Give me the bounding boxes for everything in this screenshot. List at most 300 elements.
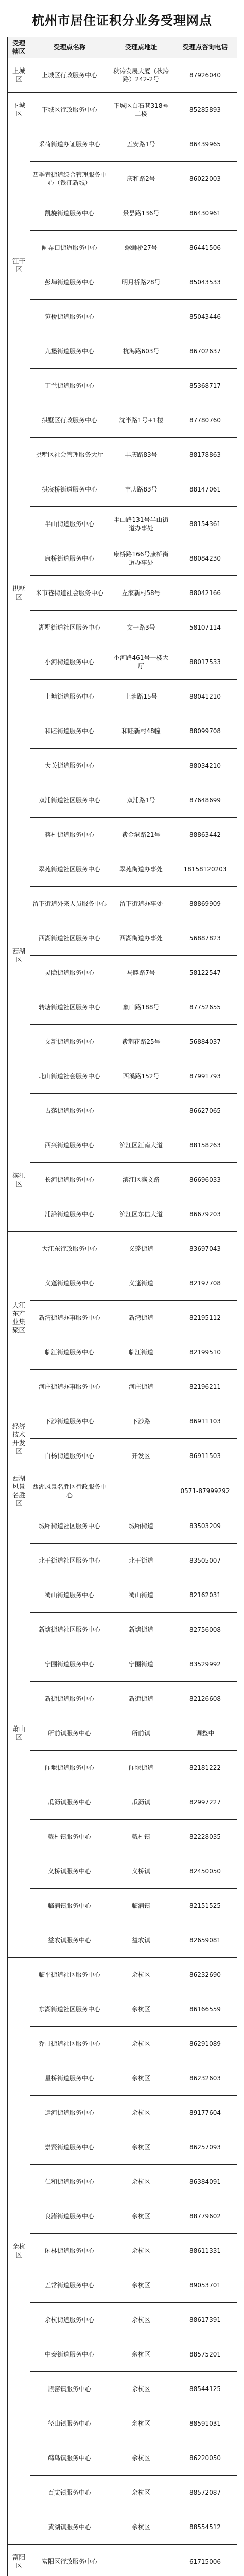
phone-cell: 82197708 (173, 1266, 237, 1301)
phone-cell: 82199510 (173, 1335, 237, 1370)
name-cell: 临平街道社区服务中心 (30, 1958, 109, 1992)
table-row (8, 1025, 237, 1059)
table-row (8, 2268, 237, 2303)
name-cell: 东湖街道社区服务中心 (30, 1992, 109, 2027)
table-row (8, 1301, 237, 1335)
address-cell: 余杭区 (109, 2096, 173, 2130)
phone-cell: 82450050 (173, 1854, 237, 1889)
phone-cell: 88575201 (173, 2337, 237, 2372)
address-cell: 小河路461号一楼大厅 (109, 645, 173, 680)
name-cell: 临江街道服务中心 (30, 1335, 109, 1370)
district-cell: 江干区 (8, 127, 30, 403)
name-cell: 宁围街道服务中心 (30, 1647, 109, 1682)
phone-cell: 82151525 (173, 1889, 237, 1923)
name-cell: 和睦街道服务中心 (30, 714, 109, 749)
address-cell: 新街街道 (109, 1682, 173, 1716)
address-cell: 上塘路15号 (109, 680, 173, 714)
table-row (8, 196, 237, 231)
table-row (8, 369, 237, 403)
phone-cell: 88617391 (173, 2303, 237, 2337)
phone-cell: 86911503 (173, 1439, 237, 1473)
table-row (8, 58, 237, 93)
table-row (8, 2199, 237, 2234)
name-cell: 运河街道服务中心 (30, 2096, 109, 2130)
address-cell: 沈半路1号+1楼 (109, 403, 173, 438)
table-row (8, 2061, 237, 2096)
address-cell: 余杭区 (109, 2337, 173, 2372)
address-cell: 余杭区 (109, 2234, 173, 2268)
address-cell: 西溪路152号 (109, 1059, 173, 1094)
name-cell: 下城区行政服务中心 (30, 93, 109, 127)
district-cell: 西湖风景名胜区 (8, 1473, 30, 1509)
phone-cell: 86232603 (173, 2061, 237, 2096)
phone-cell: 82997227 (173, 1785, 237, 1820)
address-cell: 宁围街道 (109, 1647, 173, 1682)
address-cell: 城厢街道 (109, 1509, 173, 1544)
phone-cell: 82659081 (173, 1923, 237, 1958)
address-cell: 戴村镇 (109, 1820, 173, 1854)
address-cell: 余杭区 (109, 2372, 173, 2406)
phone-cell: 87991793 (173, 1059, 237, 1094)
phone-cell: 86166559 (173, 1992, 237, 2027)
table-row (8, 818, 237, 852)
address-cell (109, 300, 173, 334)
address-cell: 义桥镇 (109, 1854, 173, 1889)
address-cell: 闻堰街道 (109, 1751, 173, 1785)
address-cell: 紫金港路21号 (109, 818, 173, 852)
phone-cell: 88084230 (173, 541, 237, 576)
name-cell: 拱墅区行政服务中心 (30, 403, 109, 438)
phone-cell: 88572087 (173, 2476, 237, 2510)
phone-cell: 82126608 (173, 1682, 237, 1716)
name-cell: 大江东行政服务中心 (30, 1232, 109, 1266)
district-cell: 大江东产业集聚区 (8, 1232, 30, 1404)
phone-cell: 18158120203 (173, 852, 237, 887)
address-cell: 余杭区 (109, 2130, 173, 2165)
address-cell: 余杭区 (109, 2165, 173, 2199)
table-row (8, 1923, 237, 1958)
name-cell: 崇贤街道服务中心 (30, 2130, 109, 2165)
phone-cell: 83505007 (173, 1544, 237, 1578)
phone-cell: 58122547 (173, 956, 237, 990)
address-cell: 左家新村58号 (109, 576, 173, 611)
address-cell: 余杭区 (109, 2406, 173, 2441)
table-row (8, 2165, 237, 2199)
name-cell: 北山街道社会服务中心 (30, 1059, 109, 1094)
name-cell: 浦沿街道服务中心 (30, 1197, 109, 1232)
table-row (8, 1751, 237, 1785)
phone-cell: 85043446 (173, 300, 237, 334)
phone-cell: 86679203 (173, 1197, 237, 1232)
name-cell: 乔司街道社区服务中心 (30, 2027, 109, 2061)
phone-cell: 86220050 (173, 2441, 237, 2476)
phone-cell: 85285893 (173, 93, 237, 127)
table-row (8, 472, 237, 507)
address-cell: 余杭区 (109, 1958, 173, 1992)
service-point-table (7, 37, 237, 2576)
name-cell: 拱墅区社会管理服务大厅 (30, 438, 109, 472)
name-cell: 西兴街道服务中心 (30, 1128, 109, 1163)
address-cell: 庆和路2号 (109, 162, 173, 196)
table-row (8, 990, 237, 1025)
phone-cell: 88099708 (173, 714, 237, 749)
table-row (8, 1716, 237, 1751)
table-row (8, 2337, 237, 2372)
table-row (8, 1820, 237, 1854)
address-cell: 留下街道办事处 (109, 887, 173, 921)
name-cell: 西湖街道社区服务中心 (30, 921, 109, 956)
address-cell: 益农镇 (109, 1923, 173, 1958)
table-row (8, 93, 237, 127)
table-row (8, 1404, 237, 1439)
name-cell: 益农镇服务中心 (30, 1923, 109, 1958)
table-row (8, 2441, 237, 2476)
name-cell: 长河街道服务中心 (30, 1163, 109, 1197)
table-row (8, 231, 237, 265)
phone-cell: 82162031 (173, 1578, 237, 1613)
address-cell (109, 1094, 173, 1128)
name-cell: 古荡街道服务中心 (30, 1094, 109, 1128)
address-cell: 文一路3号 (109, 611, 173, 645)
name-cell: 双浦街道社区服务中心 (30, 783, 109, 818)
address-cell: 双浦路1号 (109, 783, 173, 818)
table-row (8, 1094, 237, 1128)
phone-cell: 87926040 (173, 58, 237, 93)
name-cell: 上城区行政服务中心 (30, 58, 109, 93)
name-cell: 闲林街道服务中心 (30, 2234, 109, 2268)
district-cell: 滨江区 (8, 1128, 30, 1232)
phone-cell: 88779602 (173, 2199, 237, 2234)
name-cell: 鸬鸟镇服务中心 (30, 2441, 109, 2476)
district-cell: 萧山区 (8, 1509, 30, 1958)
name-cell: 半山街道服务中心 (30, 507, 109, 541)
address-cell: 滨江区江南大道 (109, 1128, 173, 1163)
name-cell: 百丈镇服务中心 (30, 2476, 109, 2510)
phone-cell: 87648699 (173, 783, 237, 818)
name-cell: 良渚街道服务中心 (30, 2199, 109, 2234)
table-row (8, 714, 237, 749)
table-row (8, 576, 237, 611)
name-cell: 西湖风景名胜区行政服务中心 (30, 1473, 109, 1509)
address-cell (109, 1473, 173, 1509)
table-row (8, 956, 237, 990)
table-row (8, 438, 237, 472)
table-row (8, 1197, 237, 1232)
phone-cell: 83697043 (173, 1232, 237, 1266)
district-cell: 余杭区 (8, 1958, 30, 2545)
district-cell: 下城区 (8, 93, 30, 127)
table-row (8, 887, 237, 921)
address-cell: 余杭区 (109, 1992, 173, 2027)
table-row (8, 265, 237, 300)
table-row (8, 1613, 237, 1647)
address-cell: 康桥路166号康桥街道办事处 (109, 541, 173, 576)
address-cell: 新湾街道 (109, 1301, 173, 1335)
district-cell: 西湖区 (8, 783, 30, 1128)
table-header-row (8, 37, 237, 58)
table-row (8, 1335, 237, 1370)
table-body (8, 58, 237, 2576)
phone-cell: 83503209 (173, 1509, 237, 1544)
phone-cell: 88041210 (173, 680, 237, 714)
district-cell: 经济技术开发区 (8, 1404, 30, 1473)
phone-cell: 88869909 (173, 887, 237, 921)
phone-cell: 86702637 (173, 334, 237, 369)
address-cell: 瓜沥镇 (109, 1785, 173, 1820)
name-cell: 瓜沥镇服务中心 (30, 1785, 109, 1820)
table-row (8, 2096, 237, 2130)
name-cell: 北干街道社区服务中心 (30, 1544, 109, 1578)
address-cell: 半山路131号半山街道办事处 (109, 507, 173, 541)
phone-cell: 82196211 (173, 1370, 237, 1404)
phone-cell: 88554512 (173, 2510, 237, 2545)
name-cell: 康桥街道服务中心 (30, 541, 109, 576)
address-cell (109, 2545, 173, 2576)
phone-cell: 82181222 (173, 1751, 237, 1785)
address-cell: 余杭区 (109, 2268, 173, 2303)
address-cell: 景昙路136号 (109, 196, 173, 231)
address-cell: 滨江区东信大道 (109, 1197, 173, 1232)
address-cell: 象山路188号 (109, 990, 173, 1025)
phone-cell: 86384091 (173, 2165, 237, 2199)
phone-cell: 调整中 (173, 1716, 237, 1751)
phone-cell: 83529992 (173, 1647, 237, 1682)
header-address: 受理点地址 (109, 37, 173, 58)
table-row (8, 2303, 237, 2337)
address-cell: 杭海路603号 (109, 334, 173, 369)
name-cell: 五常街道服务中心 (30, 2268, 109, 2303)
table-row (8, 1578, 237, 1613)
table-row (8, 749, 237, 783)
name-cell: 径山镇服务中心 (30, 2406, 109, 2441)
phone-cell: 88154361 (173, 507, 237, 541)
name-cell: 临浦镇服务中心 (30, 1889, 109, 1923)
phone-cell: 86022003 (173, 162, 237, 196)
address-cell: 所前镇 (109, 1716, 173, 1751)
address-cell: 余杭区 (109, 2061, 173, 2096)
address-cell: 余杭区 (109, 2441, 173, 2476)
phone-cell: 86430961 (173, 196, 237, 231)
address-cell: 翠苑街道办事处 (109, 852, 173, 887)
table-row (8, 2476, 237, 2510)
table-row (8, 300, 237, 334)
phone-cell: 88147061 (173, 472, 237, 507)
name-cell: 凯旋街道服务中心 (30, 196, 109, 231)
phone-cell: 85368717 (173, 369, 237, 403)
address-cell: 蜀山街道 (109, 1578, 173, 1613)
table-row (8, 162, 237, 196)
address-cell: 临浦镇 (109, 1889, 173, 1923)
table-row (8, 1958, 237, 1992)
table-row (8, 2027, 237, 2061)
name-cell: 米市巷街道社会服务中心 (30, 576, 109, 611)
table-row (8, 403, 237, 438)
table-row (8, 2372, 237, 2406)
name-cell: 新塘街道社区服务中心 (30, 1613, 109, 1647)
phone-cell: 87752655 (173, 990, 237, 1025)
name-cell: 新街街道服务中心 (30, 1682, 109, 1716)
name-cell: 白杨街道服务中心 (30, 1439, 109, 1473)
table-row (8, 2130, 237, 2165)
table-row (8, 1473, 237, 1509)
name-cell: 义桥镇服务中心 (30, 1854, 109, 1889)
address-cell: 开发区 (109, 1439, 173, 1473)
phone-cell: 0571-87999292 (173, 1473, 237, 1509)
phone-cell: 58107114 (173, 611, 237, 645)
table-row (8, 1544, 237, 1578)
phone-cell: 88544125 (173, 2372, 237, 2406)
address-cell: 余杭区 (109, 2510, 173, 2545)
phone-cell: 89053701 (173, 2268, 237, 2303)
name-cell: 仁和街道服务中心 (30, 2165, 109, 2199)
address-cell: 新塘街道 (109, 1613, 173, 1647)
phone-cell: 89177604 (173, 2096, 237, 2130)
address-cell: 余杭区 (109, 2199, 173, 2234)
phone-cell: 86291089 (173, 2027, 237, 2061)
table-row (8, 1647, 237, 1682)
name-cell: 黄湖镇服务中心 (30, 2510, 109, 2545)
table-row (8, 2234, 237, 2268)
table-row (8, 1854, 237, 1889)
name-cell: 义蓬街道服务中心 (30, 1266, 109, 1301)
table-row (8, 1163, 237, 1197)
table-row (8, 1992, 237, 2027)
address-cell: 明月桥路28号 (109, 265, 173, 300)
address-cell: 北干街道 (109, 1544, 173, 1578)
name-cell: 所前镇服务中心 (30, 1716, 109, 1751)
name-cell: 上塘街道服务中心 (30, 680, 109, 714)
table-row (8, 1266, 237, 1301)
phone-cell: 88042166 (173, 576, 237, 611)
table-row (8, 2510, 237, 2545)
table-row (8, 127, 237, 162)
phone-cell: 86441506 (173, 231, 237, 265)
table-row (8, 1128, 237, 1163)
phone-cell: 86696033 (173, 1163, 237, 1197)
name-cell: 河庄街道办事服务中心 (30, 1370, 109, 1404)
name-cell: 笕桥街道服务中心 (30, 300, 109, 334)
table-row (8, 680, 237, 714)
phone-cell: 86627065 (173, 1094, 237, 1128)
address-cell: 临江街道 (109, 1335, 173, 1370)
header-district: 受理辖区 (8, 37, 30, 58)
header-phone: 受理点咨询电话 (173, 37, 237, 58)
name-cell: 下沙街道服务中心 (30, 1404, 109, 1439)
address-cell: 紫荆花路25号 (109, 1025, 173, 1059)
table-row (8, 2406, 237, 2441)
phone-cell: 82228035 (173, 1820, 237, 1854)
address-cell: 秋涛发展大厦（秋涛路）242-2号 (109, 58, 173, 93)
table-row (8, 611, 237, 645)
address-cell: 螺蛳桥27号 (109, 231, 173, 265)
phone-cell: 56884037 (173, 1025, 237, 1059)
name-cell: 大关街道服务中心 (30, 749, 109, 783)
name-cell: 灵隐街道服务中心 (30, 956, 109, 990)
name-cell: 彭埠街道服务中心 (30, 265, 109, 300)
address-cell: 滨江区滨文路 (109, 1163, 173, 1197)
name-cell: 四季青街道综合管理服务中心（钱江新城） (30, 162, 109, 196)
phone-cell: 61715006 (173, 2545, 237, 2576)
address-cell: 下沙路 (109, 1404, 173, 1439)
address-cell: 下城区白石巷318号二楼 (109, 93, 173, 127)
address-cell: 和睦新村48幢 (109, 714, 173, 749)
address-cell: 义蓬街道 (109, 1232, 173, 1266)
address-cell: 马塍路7号 (109, 956, 173, 990)
phone-cell: 88034210 (173, 749, 237, 783)
phone-cell: 86257093 (173, 2130, 237, 2165)
name-cell: 采荷街道办证服务中心 (30, 127, 109, 162)
phone-cell: 88017533 (173, 645, 237, 680)
name-cell: 丁兰街道服务中心 (30, 369, 109, 403)
table-row (8, 2545, 237, 2576)
name-cell: 中泰街道服务中心 (30, 2337, 109, 2372)
table-row (8, 1889, 237, 1923)
name-cell: 星桥街道服务中心 (30, 2061, 109, 2096)
table-row (8, 507, 237, 541)
name-cell: 拱宸桥街道服务中心 (30, 472, 109, 507)
district-cell: 拱墅区 (8, 403, 30, 783)
phone-cell: 88863442 (173, 818, 237, 852)
phone-cell: 86439965 (173, 127, 237, 162)
address-cell: 余杭区 (109, 2027, 173, 2061)
table-row (8, 334, 237, 369)
name-cell: 九堡街道服务中心 (30, 334, 109, 369)
name-cell: 翠苑街道社区服务中心 (30, 852, 109, 887)
address-cell: 余杭区 (109, 2303, 173, 2337)
name-cell: 戴村镇服务中心 (30, 1820, 109, 1854)
address-cell: 义蓬街道 (109, 1266, 173, 1301)
name-cell: 湖墅街道社区服务中心 (30, 611, 109, 645)
phone-cell: 88158263 (173, 1128, 237, 1163)
table-row (8, 1370, 237, 1404)
name-cell: 新湾街道办事服务中心 (30, 1301, 109, 1335)
name-cell: 转塘街道社区服务中心 (30, 990, 109, 1025)
district-cell: 上城区 (8, 58, 30, 93)
name-cell: 富阳区行政服务中心 (30, 2545, 109, 2576)
address-cell: 余杭区 (109, 2476, 173, 2510)
address-cell (109, 749, 173, 783)
table-row (8, 1059, 237, 1094)
name-cell: 蒋村街道服务中心 (30, 818, 109, 852)
table-row (8, 645, 237, 680)
table-row (8, 1785, 237, 1820)
name-cell: 蜀山街道服务中心 (30, 1578, 109, 1613)
phone-cell: 56887823 (173, 921, 237, 956)
name-cell: 闻堰街道服务中心 (30, 1751, 109, 1785)
name-cell: 城厢街道社区服务中心 (30, 1509, 109, 1544)
header-name: 受理点名称 (30, 37, 109, 58)
name-cell: 余杭街道服务中心 (30, 2303, 109, 2337)
address-cell: 五安路1号 (109, 127, 173, 162)
phone-cell: 85043533 (173, 265, 237, 300)
phone-cell: 87780760 (173, 403, 237, 438)
name-cell: 文新街道服务中心 (30, 1025, 109, 1059)
table-row (8, 541, 237, 576)
table-row (8, 1509, 237, 1544)
name-cell: 小河街道服务中心 (30, 645, 109, 680)
name-cell: 瓶窑镇服务中心 (30, 2372, 109, 2406)
page-title: 杭州市居住证积分业务受理网点 (7, 10, 237, 28)
address-cell: 河庄街道 (109, 1370, 173, 1404)
table-row (8, 1439, 237, 1473)
phone-cell: 82756008 (173, 1613, 237, 1647)
address-cell: 丰庆路83号 (109, 472, 173, 507)
phone-cell: 86232690 (173, 1958, 237, 1992)
table-row (8, 852, 237, 887)
name-cell: 留下街道外来人员服务中心 (30, 887, 109, 921)
district-cell: 富阳区 (8, 2545, 30, 2576)
phone-cell: 88178863 (173, 438, 237, 472)
